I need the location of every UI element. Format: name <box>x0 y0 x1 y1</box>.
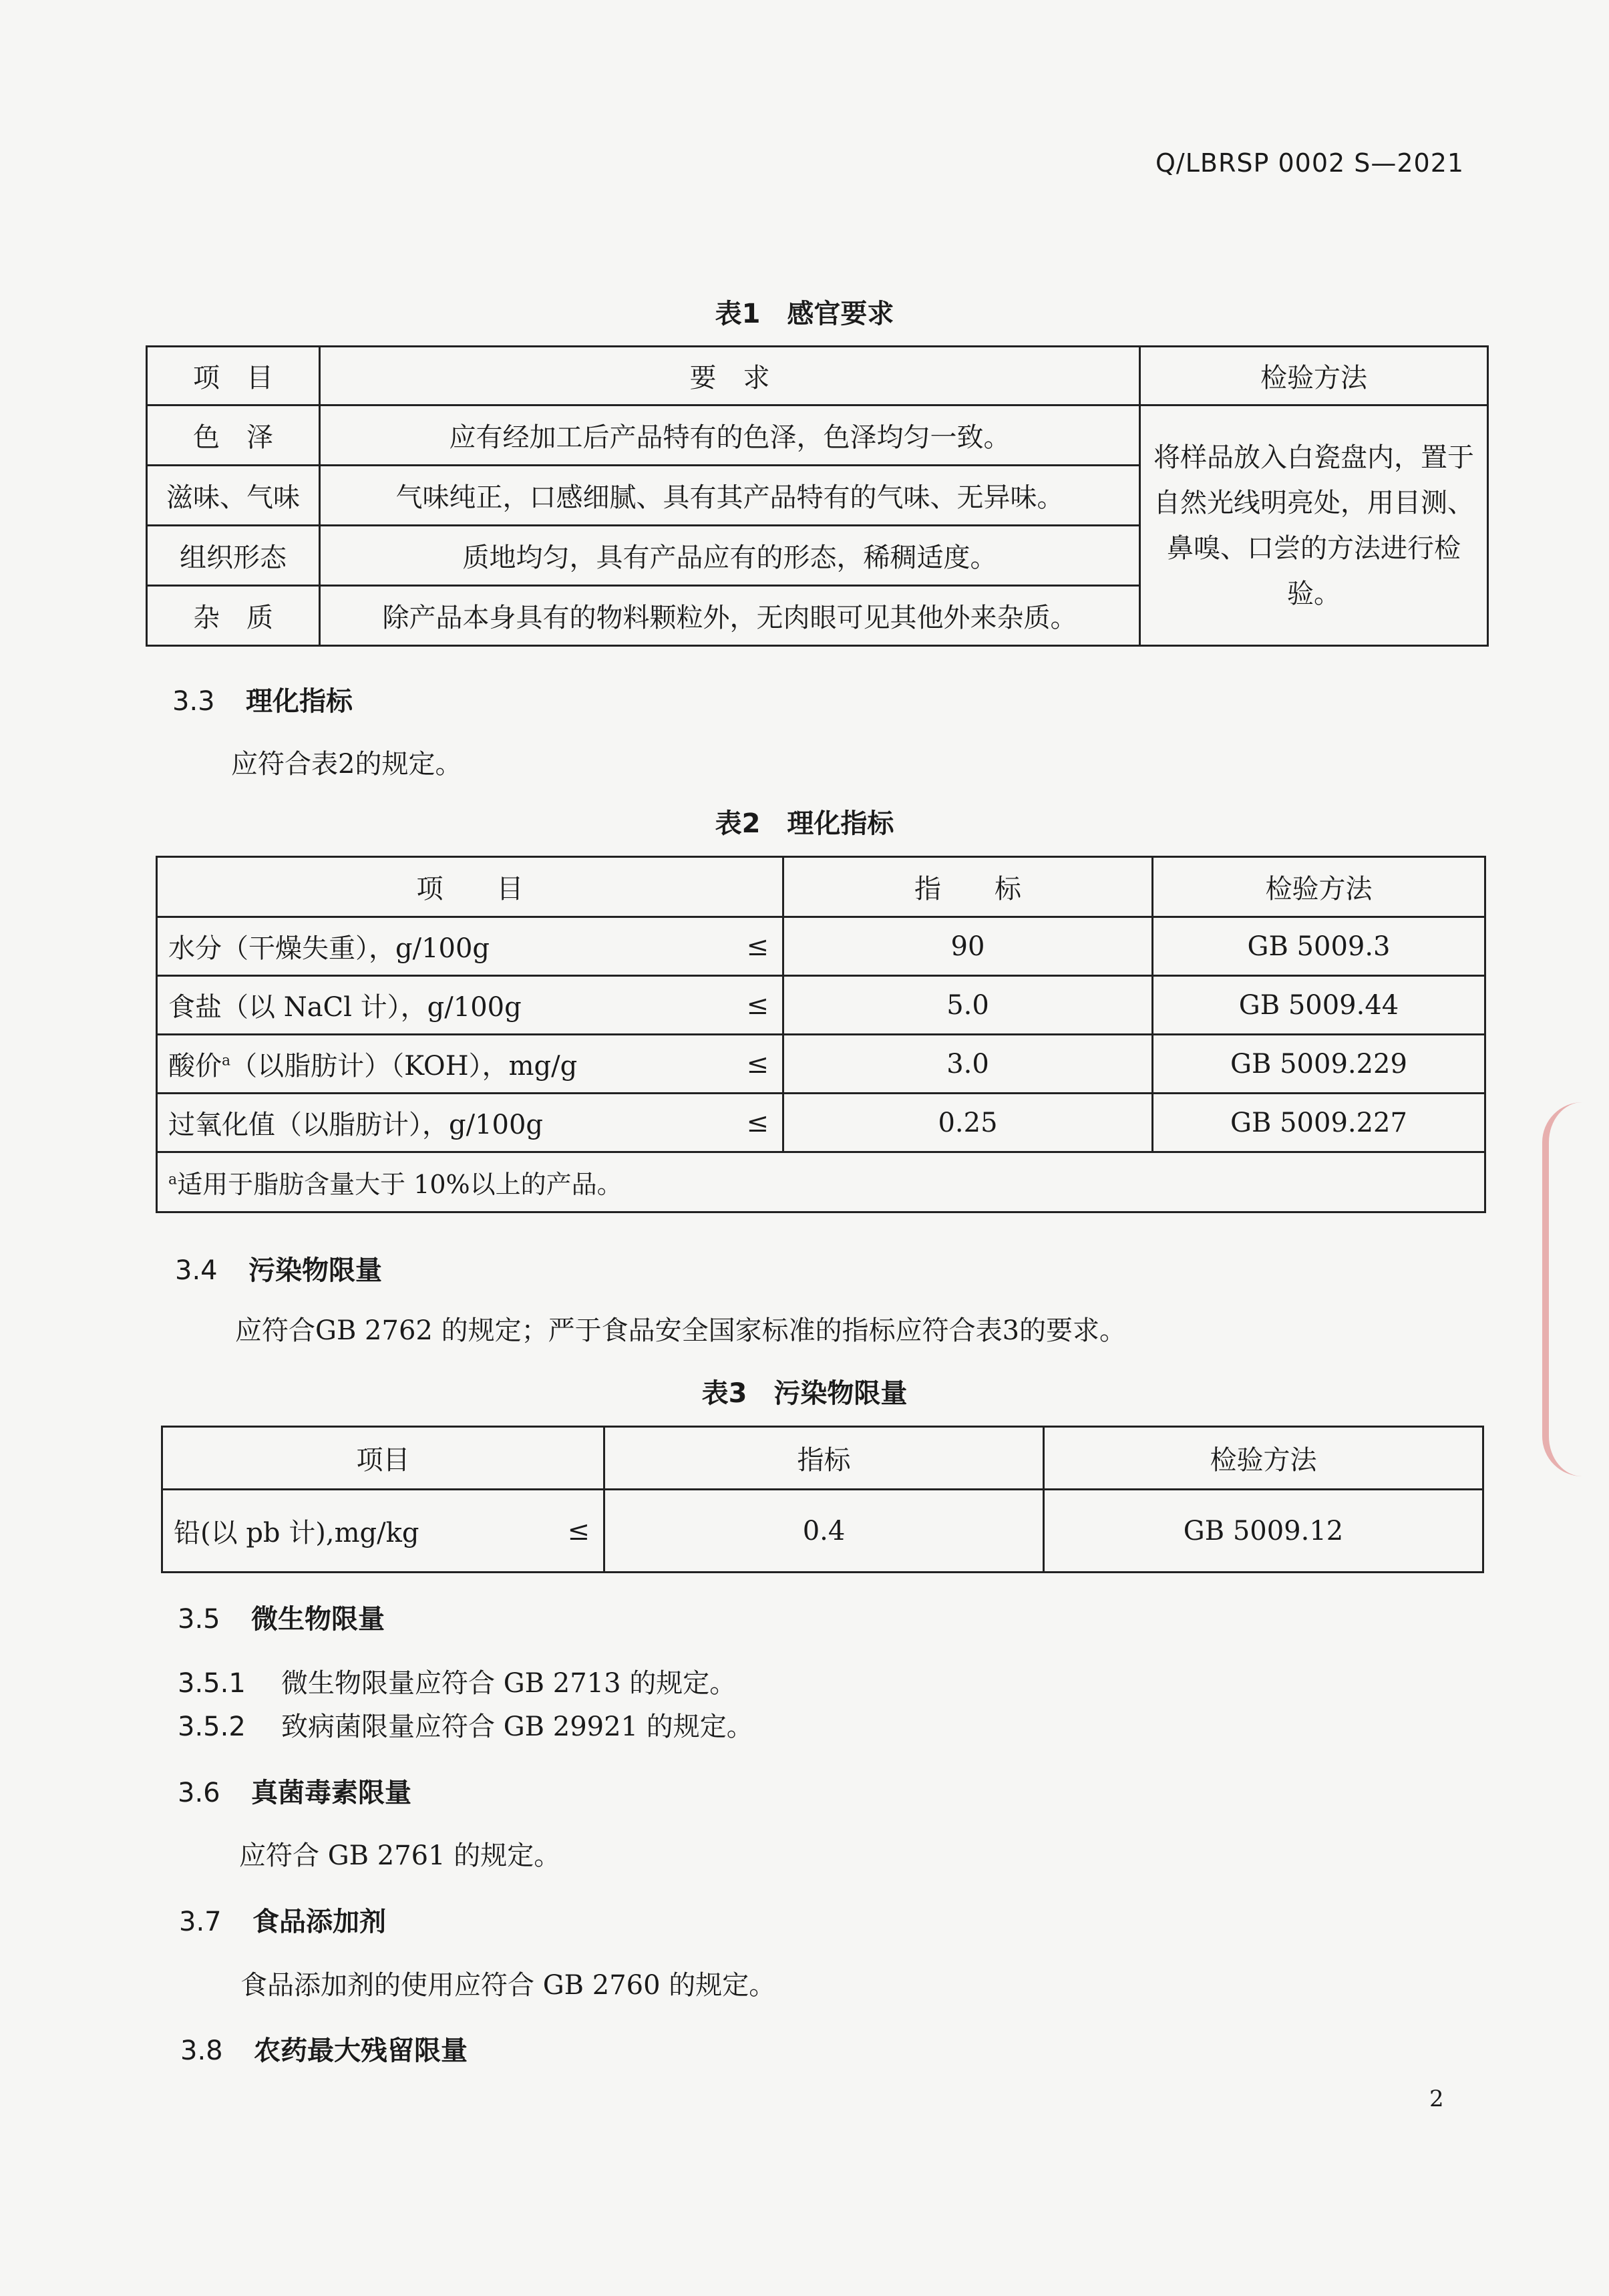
table1-item: 色 泽 <box>147 405 320 466</box>
table3-title: 表3 污染物限量 <box>701 1378 908 1409</box>
table-row <box>147 405 1488 466</box>
section-3-5-heading <box>178 1598 385 1636</box>
table3-value: 0.4 <box>604 1490 1044 1573</box>
section-3-8-heading <box>180 2029 468 2068</box>
less-equal-symbol: ≤ <box>746 989 769 1021</box>
table1-header-method: 检验方法 <box>1140 347 1488 405</box>
table2-header-index: 指 标 <box>783 857 1153 917</box>
table1-item: 滋味、气味 <box>147 466 320 526</box>
red-seal-stamp-edge <box>1542 1102 1609 1476</box>
table-row <box>162 1490 1483 1573</box>
table3-contaminants <box>161 1426 1484 1573</box>
section-3-6-text: 应符合 GB 2761 的规定。 <box>239 1840 561 1871</box>
table1-method: 将样品放入白瓷盘内，置于自然光线明亮处，用目测、鼻嗅、口尝的方法进行检验。 <box>1140 405 1488 646</box>
table2-value: 5.0 <box>783 976 1153 1035</box>
table3-header-item: 项目 <box>162 1427 604 1490</box>
table3-header-method: 检验方法 <box>1044 1427 1483 1490</box>
section-3-3-heading <box>172 680 353 718</box>
section-3-4-text: 应符合GB 2762 的规定；严于食品安全国家标准的指标应符合表3的要求。 <box>235 1315 1127 1346</box>
section-number: 3.8 <box>180 2035 223 2066</box>
less-equal-symbol: ≤ <box>746 1048 769 1080</box>
table3-method: GB 5009.12 <box>1044 1490 1483 1573</box>
standard-code: Q/LBRSP 0002 S—2021 <box>1155 148 1465 178</box>
table1-sensory <box>146 345 1489 647</box>
table3-header-index: 指标 <box>604 1427 1044 1490</box>
table2-physicochemical <box>156 856 1486 1213</box>
table2-footnote: $^a$适用于脂肪含量大于 10%以上的产品。 <box>157 1152 1485 1212</box>
section-3-4-heading <box>175 1249 382 1287</box>
table1-requirement: 应有经加工后产品特有的色泽，色泽均匀一致。 <box>320 405 1140 466</box>
table2-header-method: 检验方法 <box>1153 857 1485 917</box>
table2-value: 3.0 <box>783 1035 1153 1094</box>
table2-item: 酸价$^a$（以脂肪计）（KOH），mg/g ≤ <box>157 1035 783 1094</box>
section-title: 微生物限量 <box>251 1604 385 1635</box>
section-number: 3.7 <box>179 1907 222 1937</box>
table1-requirement: 除产品本身具有的物料颗粒外，无肉眼可见其他外来杂质。 <box>320 586 1140 646</box>
table-row <box>157 917 1485 976</box>
section-3-5-2 <box>178 1705 753 1744</box>
table-row <box>157 1035 1485 1094</box>
less-equal-symbol: ≤ <box>567 1515 590 1546</box>
section-number: 3.4 <box>175 1255 218 1286</box>
section-3-5-1 <box>178 1662 736 1700</box>
table2-header-item: 项 目 <box>157 857 783 917</box>
section-title: 农药最大残留限量 <box>254 2035 468 2066</box>
table1-requirement: 质地均匀，具有产品应有的形态，稀稠适度。 <box>320 526 1140 586</box>
footnote-mark: a <box>222 1052 231 1070</box>
table2-item: 食盐（以 NaCl 计），g/100g ≤ <box>157 976 783 1035</box>
table1-header-item: 项 目 <box>147 347 320 405</box>
table-row <box>157 1094 1485 1152</box>
table2-method: GB 5009.44 <box>1153 976 1485 1035</box>
subsection-number: 3.5.1 <box>178 1668 246 1699</box>
section-3-7-heading <box>179 1901 386 1939</box>
table2-method: GB 5009.229 <box>1153 1035 1485 1094</box>
table1-requirement: 气味纯正，口感细腻、具有其产品特有的气味、无异味。 <box>320 466 1140 526</box>
table2-item: 水分（干燥失重），g/100g ≤ <box>157 917 783 976</box>
table2-item: 过氧化值（以脂肪计），g/100g ≤ <box>157 1094 783 1152</box>
table2-value: 90 <box>783 917 1153 976</box>
table2-method: GB 5009.3 <box>1153 917 1485 976</box>
subsection-number: 3.5.2 <box>178 1711 246 1742</box>
section-number: 3.5 <box>178 1604 220 1635</box>
table2-value: 0.25 <box>783 1094 1153 1152</box>
table2-title: 表2 理化指标 <box>715 808 894 839</box>
table2-method: GB 5009.227 <box>1153 1094 1485 1152</box>
table1-item: 杂 质 <box>147 586 320 646</box>
section-3-3-text: 应符合表2的规定。 <box>231 749 462 780</box>
less-equal-symbol: ≤ <box>746 931 769 962</box>
section-title: 食品添加剂 <box>252 1907 386 1937</box>
page-number: 2 <box>1429 2086 1444 2112</box>
section-3-7-text: 食品添加剂的使用应符合 GB 2760 的规定。 <box>240 1970 776 2001</box>
table1-item: 组织形态 <box>147 526 320 586</box>
table3-item: 铅(以 pb 计),mg/kg ≤ <box>162 1490 604 1573</box>
section-3-6-heading <box>178 1772 411 1810</box>
section-title: 理化指标 <box>246 686 353 717</box>
table-row <box>157 1152 1485 1212</box>
section-number: 3.6 <box>178 1778 220 1808</box>
section-number: 3.3 <box>172 686 215 717</box>
table-row <box>157 976 1485 1035</box>
section-title: 污染物限量 <box>248 1255 382 1286</box>
table1-header-requirement: 要 求 <box>320 347 1140 405</box>
table1-title: 表1 感官要求 <box>715 299 894 329</box>
section-title: 真菌毒素限量 <box>251 1778 411 1808</box>
less-equal-symbol: ≤ <box>746 1107 769 1138</box>
subsection-text: 致病菌限量应符合 GB 29921 的规定。 <box>281 1711 753 1742</box>
subsection-text: 微生物限量应符合 GB 2713 的规定。 <box>281 1668 737 1699</box>
